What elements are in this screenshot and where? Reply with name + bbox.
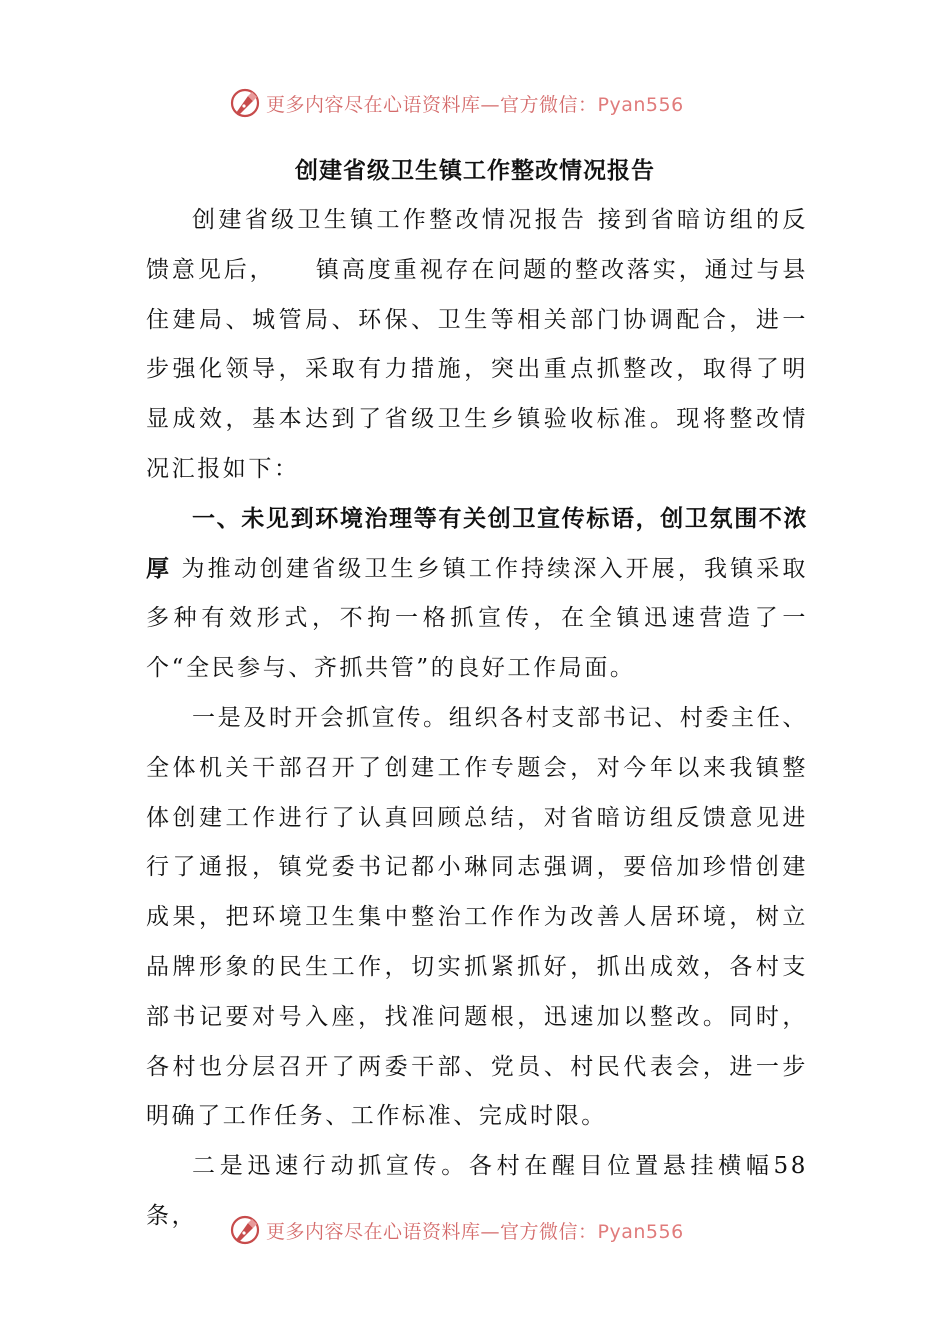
section-text: 为推动创建省级卫生乡镇工作持续深入开展，我镇采取多种有效形式，不拘一格抓宣传，在全镇迅速营造了一个“全民参与、齐抓共管”的良好工作局面。 [146,555,809,682]
document-title: 创建省级卫生镇工作整改情况报告 [295,158,655,184]
footer-watermark [228,1213,684,1247]
paragraph-action: 二是迅速行动抓宣传。各村在醒目位置悬挂横幅58条， [146,1153,808,1229]
pen-nib-icon [228,86,262,120]
pen-nib-icon [228,1213,262,1247]
paragraph-meeting: 一是及时开会抓宣传。组织各村支部书记、村委主任、全体机关干部召开了创建工作专题会，对今年以来我镇整体创建工作进行了认真回顾总结，对省暗访组反馈意见进行了通报，镇党委书记都小琳同志强调，要倍加珍惜创建成果，把环境卫生集中整治工作作为改善人居环境，树立品牌形象的民生工作，切实抓紧抓好，抓出成效，各村支部书记要对号入座，找准问题根，迅速加以整改。同时，各村也分层召开了两委干部、党员、村民代表会，进一步明确了工作任务、工作标准、完成时限。 [146,704,808,1130]
header-watermark [228,86,684,120]
watermark-text: 更多内容尽在心语资料库—官方微信：Pyan556 [266,1220,684,1243]
document-body [146,196,808,1242]
section-heading: 一、未见到环境治理等有关创卫宣传标语，创卫氛围不浓厚 [146,505,808,582]
watermark-text: 更多内容尽在心语资料库—官方微信：Pyan556 [266,93,684,116]
paragraph-intro: 创建省级卫生镇工作整改情况报告 接到省暗访组的反馈意见后， 镇高度重视存在问题的整改落实，通过与县住建局、城管局、环保、卫生等相关部门协调配合，进一步强化领导，采取有力措施，突出重点抓整改，取得了明显成效，基本达到了省级卫生乡镇验收标准。现将整改情况汇报如下： [146,207,808,482]
paragraph-section-one [146,495,808,694]
